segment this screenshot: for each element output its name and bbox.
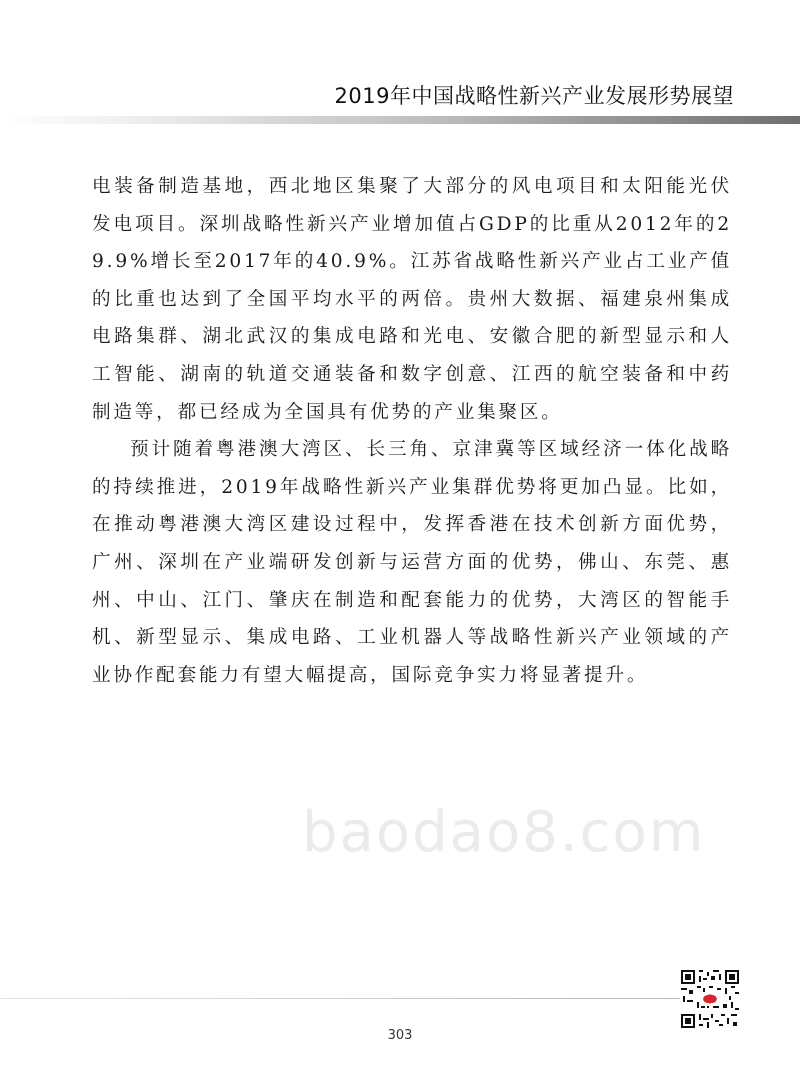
paragraph-1: 电装备制造基地，西北地区集聚了大部分的风电项目和太阳能光伏发电项目。深圳战略性新兴产业增加值占GDP的比重从2012年的29.9%增长至2017年的40.9%。江苏省战略性新兴产业占工业产值的比重也达到了全国平均水平的两倍。贵州大数据、福建泉州集成电路集群、湖北武汉的集成电路和光电、安徽合肥的新型显示和人工智能、湖南的轨道交通装备和数字创意、江西的航空装备和中药制造等，都已经成为全国具有优势的产业集聚区。	[92, 176, 732, 423]
body-text	[92, 168, 732, 694]
paragraph-2: 预计随着粤港澳大湾区、长三角、京津冀等区域经济一体化战略的持续推进，2019年战略性新兴产业集群优势将更加凸显。比如，在推动粤港澳大湾区建设过程中，发挥香港在技术创新方面优势，广州、深圳在产业端研发创新与运营方面的优势，佛山、东莞、惠州、中山、江门、肇庆在制造和配套能力的优势，大湾区的智能手机、新型显示、集成电路、工业机器人等战略性新兴产业领域的产业协作配套能力有望大幅提高，国际竞争实力将显著提升。	[92, 439, 732, 686]
header-rule	[0, 116, 800, 124]
footer-rule	[0, 998, 680, 999]
page-number: 303	[387, 1028, 413, 1043]
qr-code-icon	[681, 970, 739, 1028]
watermark: baodao8.com	[302, 800, 706, 865]
header-title: 2019年中国战略性新兴产业发展形势展望	[334, 84, 734, 108]
